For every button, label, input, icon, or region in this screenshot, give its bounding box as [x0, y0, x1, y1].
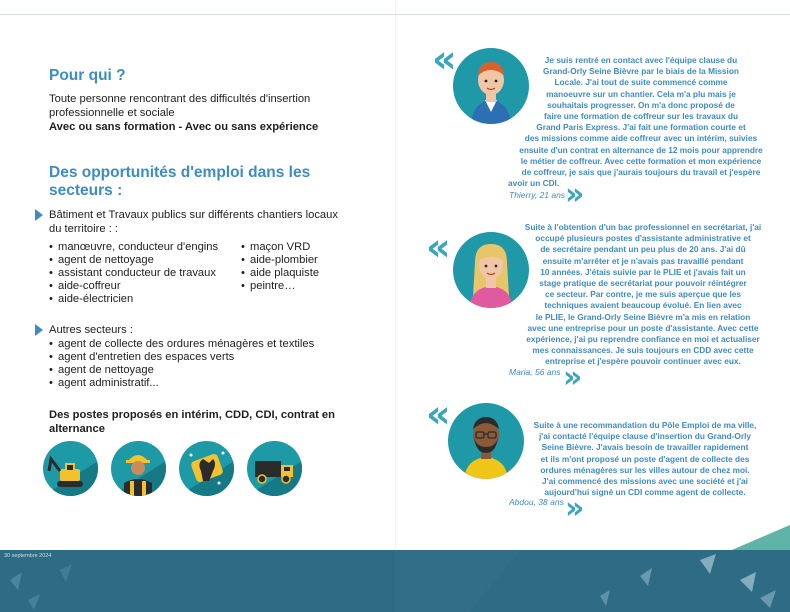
testimonial-signature: Abdou, 38 ans — [509, 497, 564, 507]
pour-qui-line-1: Toute personne rencontrant des difficultés d'insertion — [49, 93, 311, 105]
list-item: • aide-coffreur — [49, 280, 218, 293]
testimonial-text: Suite à une recommandation du Pôle Emploi de ma ville, j'ai contacté l'équipe clause d'insertion du Grand-Orly Seine Bièvre. J'avais besoin de travailler rapidement et ils m'ont proposé un poste d'agent de collecte des ordures ménagères sur les villes autour de chez moi. J'ai commencé des missions avec une société et j'ai aujourd'hui signé un CDI comme agent de collecte. — [533, 420, 757, 498]
list-item: • agent administratif... — [49, 377, 314, 390]
list-item: • agent de nettoyage — [49, 364, 314, 377]
list-item: • manœuvre, conducteur d'engins — [49, 241, 218, 254]
footer-date: 30 septembre 2024 — [4, 553, 52, 559]
btp-arrow-icon — [35, 209, 43, 221]
testimonial-text: Suite à l'obtention d'un bac professionnel en secrétariat, j'ai occupé plusieurs postes d'assistante administrative et de secrétaire pendant un peu plus de 20 ans. J'ai dû ensuite m'arrêter et je n'avais pas travaillé pendant 10 années. J'étais suivie par le PLIE et j'avais fait un stage pratique de secrétariat pour pouvoir réintégrer ce secteur. Par contre, je me suis aperçue que les techniques avaient beaucoup évolué. En lien avec le PLIE, le Grand-Orly Seine Bièvre m'a mis en relation avec une entreprise pour un poste d'assistante. Avec cette expérience, j'ai pu reprendre confiance en moi et actualiser mes connaissances. Je suis toujours en CDD avec cette entreprise et j'espère pouvoir continuer avec eux. — [524, 222, 762, 367]
quote-close-icon: » — [563, 360, 583, 395]
testimonial-signature: Maria, 56 ans — [509, 367, 561, 377]
cleaning-glove-icon — [179, 441, 234, 496]
list-item: • aide plaquiste — [241, 267, 319, 280]
footer-band — [0, 550, 790, 612]
autres-intro: Autres secteurs : — [49, 324, 133, 336]
postes-line-2: alternance — [49, 423, 105, 435]
list-item: • agent de nettoyage — [49, 254, 218, 267]
excavator-icon — [43, 441, 98, 496]
testimonial-signature: Thierry, 21 ans — [509, 190, 566, 200]
btp-intro-line-2: du territoire : : — [49, 223, 119, 235]
pour-qui-title: Pour qui ? — [49, 67, 126, 84]
garbage-truck-icon — [247, 441, 302, 496]
postes-line-1: Des postes proposés en intérim, CDD, CDI, contrat en — [49, 409, 335, 421]
quote-open-icon: « — [432, 37, 457, 81]
list-item: • agent de collecte des ordures ménagères et textiles — [49, 338, 314, 351]
autres-list — [49, 338, 314, 390]
opportunites-title-line-1: Des opportunités d'emploi dans les — [49, 164, 311, 181]
testimonial-text: Je suis rentré en contact avec l'équipe clause du Grand-Orly Seine Bièvre par le biais de la Mission Locale. J'ai tout de suite commencé comme manoeuvre sur un chantier. Cela m'a plu mais je souhaitais progresser. On m'a donc proposé de faire une formation de coffreur sur les travaux du Grand Paris Express. J'ai fait une formation courte et des missions comme aide coffreur avec un intérim, suivies ensuite d'un contrat en alternance de 12 mois pour apprendre le métier de coffreur. Avec cette formation et mon expérience de coffreur, je sais que j'aurais toujours du travail et j'espère avoir un CDI. — [508, 55, 763, 189]
quote-close-icon: » — [565, 177, 585, 212]
list-item: • peintre… — [241, 280, 319, 293]
pour-qui-line-2: professionnelle et sociale — [49, 107, 175, 119]
footer-pattern — [0, 550, 790, 612]
btp-list-col-2 — [241, 241, 319, 293]
btp-intro-line-1: Bâtiment et Travaux publics sur différents chantiers locaux — [49, 209, 338, 221]
list-item: • agent d'entretien des espaces verts — [49, 351, 314, 364]
list-item: • aide-électricien — [49, 293, 218, 306]
list-item: • aide-plombier — [241, 254, 319, 267]
autres-arrow-icon — [35, 324, 43, 336]
page-fold — [395, 0, 396, 612]
quote-close-icon: » — [565, 491, 585, 526]
list-item: • maçon VRD — [241, 241, 319, 254]
list-item: • assistant conducteur de travaux — [49, 267, 218, 280]
pour-qui-line-3: Avec ou sans formation - Avec ou sans expérience — [49, 121, 319, 133]
btp-list-col-1 — [49, 241, 218, 306]
construction-worker-icon — [111, 441, 166, 496]
quote-open-icon: « — [426, 225, 451, 269]
quote-open-icon: « — [426, 392, 451, 436]
opportunites-title-line-2: secteurs : — [49, 182, 123, 199]
